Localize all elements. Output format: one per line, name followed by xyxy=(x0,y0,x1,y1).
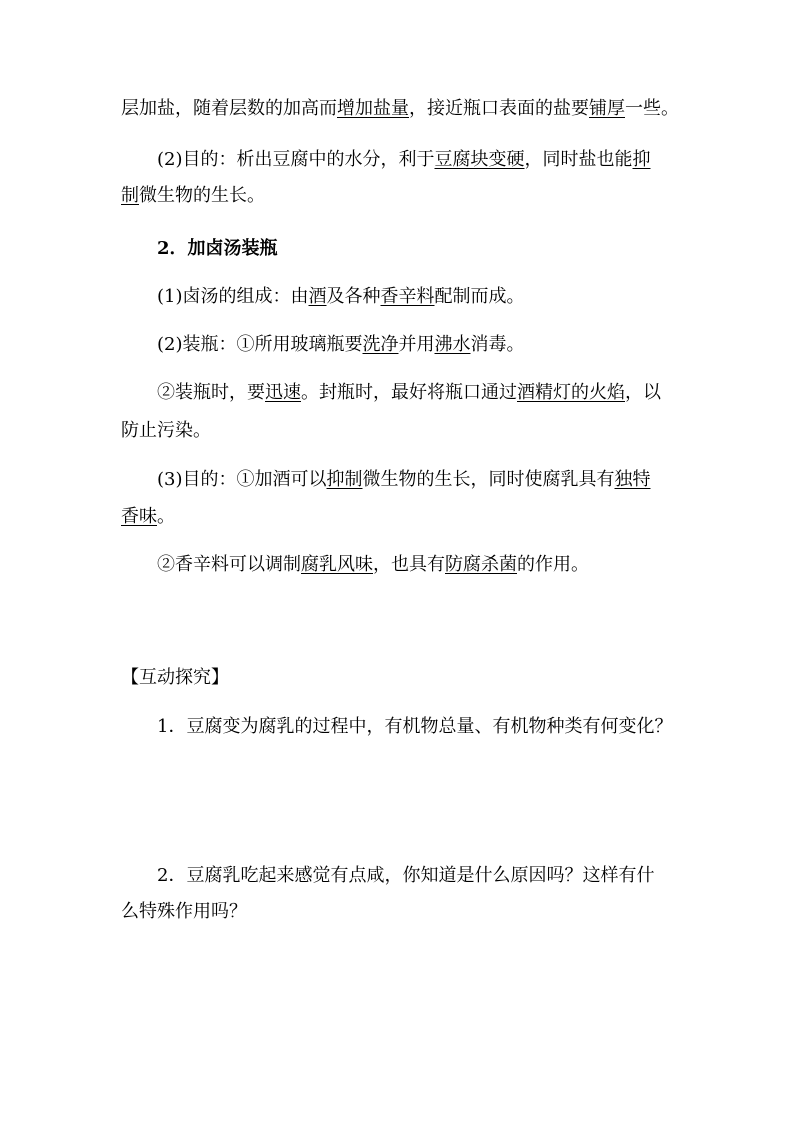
salting-purpose-line-2 xyxy=(0,184,794,208)
text: 及各种 xyxy=(326,286,381,307)
text: ，也具有 xyxy=(373,554,445,575)
text: 层加盐，随着层数的加高而 xyxy=(121,98,337,119)
answer-blank: 增加盐量 xyxy=(337,98,409,119)
text: 并用 xyxy=(398,334,435,355)
text: 。 xyxy=(157,506,175,527)
answer-blank: 洗净 xyxy=(362,334,399,355)
salting-purpose-line xyxy=(0,148,794,172)
text: ②装瓶时，要 xyxy=(157,382,265,403)
text: (1)卤汤的组成：由 xyxy=(157,286,309,307)
answer-blank: 酒精灯的火焰 xyxy=(517,382,625,403)
text: (2)装瓶：①所用玻璃瓶要 xyxy=(157,334,363,355)
text: 微生物的生长。 xyxy=(139,185,265,206)
answer-blank: 抑 xyxy=(632,149,651,170)
question-1: 1．豆腐变为腐乳的过程中，有机物总量、有机物种类有何变化？ xyxy=(157,716,673,737)
text: ，接近瓶口表面的盐要 xyxy=(409,98,589,119)
text: (2)目的：析出豆腐中的水分，利于 xyxy=(157,149,435,170)
text: ，以 xyxy=(625,382,661,403)
bottling-line-3: 防止污染。 xyxy=(121,420,211,441)
question-2-line-1: 2．豆腐乳吃起来感觉有点咸，你知道是什么原因吗？这样有什 xyxy=(157,865,655,886)
bottling-line-2 xyxy=(0,381,794,405)
answer-blank: 防腐杀菌 xyxy=(445,554,517,575)
text: (3)目的：①加酒可以 xyxy=(157,469,327,490)
text: 的作用。 xyxy=(517,554,589,575)
text: ②香辛料可以调制 xyxy=(157,554,301,575)
answer-blank: 豆腐块变硬 xyxy=(434,149,525,170)
answer-blank: 酒 xyxy=(308,286,327,307)
answer-blank: 独特 xyxy=(614,469,651,490)
brine-purpose-line-1 xyxy=(0,468,794,492)
spice-purpose-line xyxy=(0,553,794,577)
text: ，同时盐也能 xyxy=(524,149,633,170)
answer-blank: 铺厚 xyxy=(589,98,625,119)
bottling-line-1 xyxy=(0,333,794,357)
question-2-line-2: 么特殊作用吗？ xyxy=(121,901,247,922)
text: 一些。 xyxy=(625,98,679,119)
brine-heading: 2．加卤汤装瓶 xyxy=(157,238,278,259)
answer-blank: 香味 xyxy=(121,506,157,527)
brine-purpose-line-2 xyxy=(0,505,794,529)
answer-blank: 抑制 xyxy=(326,469,363,490)
text: 配制而成。 xyxy=(434,286,525,307)
brine-composition-line xyxy=(0,285,794,309)
answer-blank: 制 xyxy=(121,185,139,206)
answer-blank: 迅速 xyxy=(265,382,301,403)
answer-blank: 沸水 xyxy=(434,334,471,355)
text: 微生物的生长，同时使腐乳具有 xyxy=(362,469,615,490)
answer-blank: 腐乳风味 xyxy=(301,554,373,575)
text: 消毒。 xyxy=(470,334,525,355)
salting-line-1 xyxy=(0,97,794,121)
explore-title: 【互动探究】 xyxy=(121,667,229,688)
answer-blank: 香辛料 xyxy=(380,286,435,307)
text: 。封瓶时，最好将瓶口通过 xyxy=(301,382,517,403)
